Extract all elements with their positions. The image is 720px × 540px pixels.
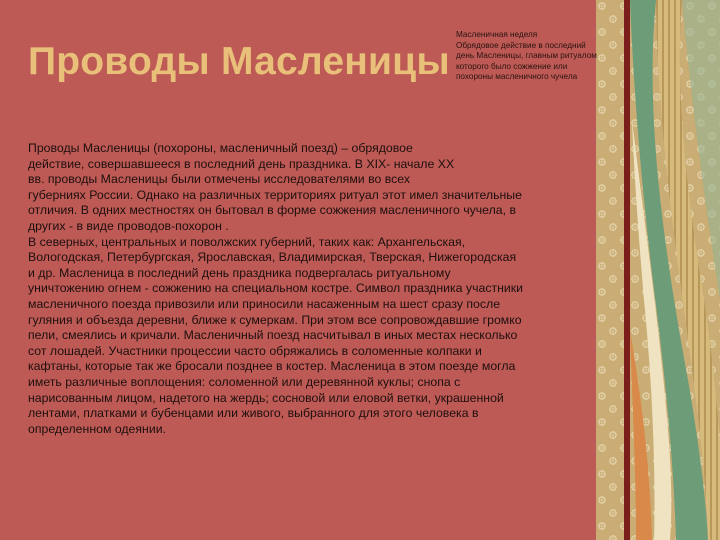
body-line: уничтожению огнем - сожжению на специальном костре. Символ праздника участники [28,281,524,296]
body-line: лентами, платками и бубенцами или живого, выбранного для этого человека в [28,406,479,421]
body-line: вв. проводы Масленицы были отмечены исследователями во всех [28,172,410,187]
sidenote-line: которого было сожжение или [456,61,568,71]
body-line: масленичного поезда привозили или приносили насаженным на шест сразу после [28,296,501,311]
body-line: определенном одеянии. [28,421,167,436]
body-line: и др. Масленица в последний день праздника подвергалась ритуальному [28,265,451,280]
sidenote-line: Обрядовое действие в последний [456,40,586,50]
body-line: действие, совершавшееся в последний день праздника. В XIX- начале XX [28,156,455,171]
sidenote [456,30,616,83]
slide-title: Проводы Масленицы [28,40,450,83]
body-line: губерниях России. Однако на различных территориях ритуал этот имел значительные [28,187,522,202]
body-line: сот лошадей. Участники процессии часто обряжались в соломенные колпаки и [28,343,482,358]
sidenote-line: Масленичная неделя [456,30,538,39]
body-line: Вологодская, Петербургская, Ярославская, Владимирская, Тверская, Нижегородская [28,250,517,265]
body-line: гуляния и объезда деревни, ближе к сумеркам. При этом все сопровождавшие громко [28,312,522,327]
body-line: пели, смеялись и кричали. Масленичный поезд насчитывал в иных местах несколько [28,328,518,343]
body-line: иметь различные воплощения: соломенной или деревянной куклы; снопа с [28,374,461,389]
body-line: других - в виде проводов-похорон . [28,218,229,233]
body-line: нарисованным лицом, надетого на жердь; сосновой или еловой ветки, украшенной [28,390,504,405]
sidenote-line: похороны масленичного чучела [456,72,578,82]
body-line: В северных, центральных и поволжских губерний, таких как: Архангельская, [28,234,466,249]
body-line: отличия. В одних местностях он бытовал в форме сожжения масленичного чучела, в [28,203,516,218]
dark-border [624,0,630,540]
body-line: кафтаны, которые так же бросали позднее в костер. Масленица в этом поезде могла [28,359,516,374]
sidenote-line: день Масленицы, главным ритуалом [456,51,597,61]
body-line: Проводы Масленицы (похороны, масленичный поезд) – обрядовое [28,141,413,155]
body-text [28,141,598,437]
